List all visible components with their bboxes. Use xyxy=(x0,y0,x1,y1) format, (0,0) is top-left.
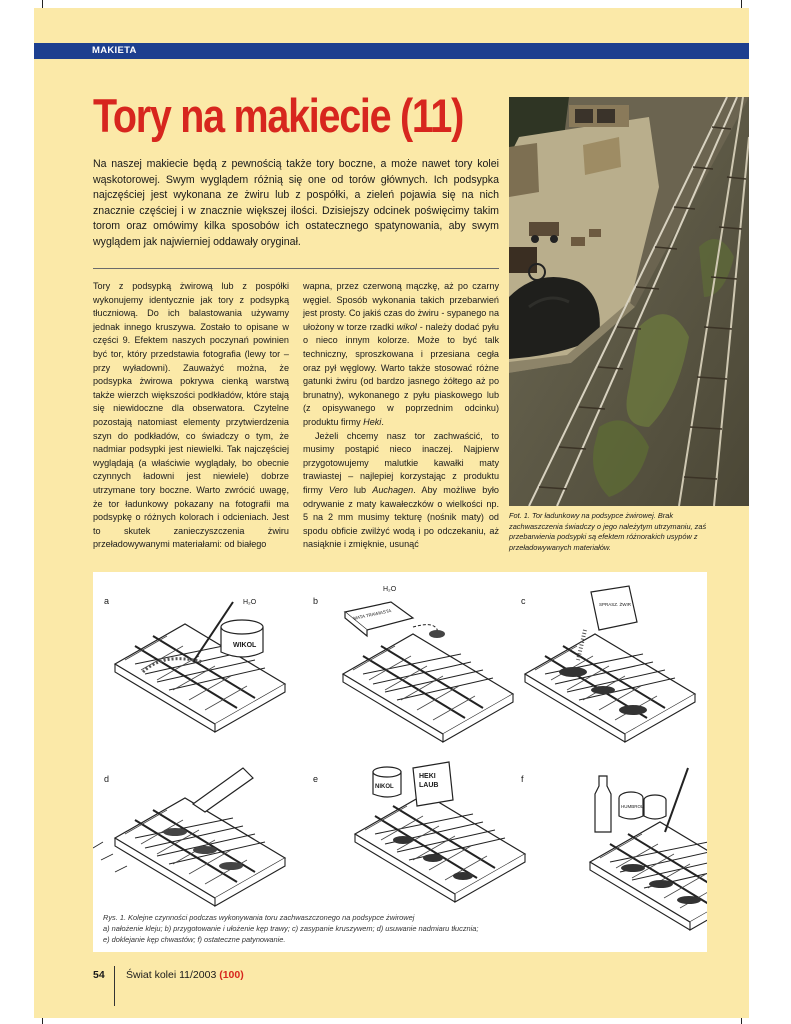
track-photo xyxy=(509,97,749,506)
product-name: Vero xyxy=(328,484,348,495)
wikol-jar-label: WIKOL xyxy=(233,642,257,649)
section-banner xyxy=(34,43,749,59)
magazine-info: Świat kolei 11/2003 (100) xyxy=(126,969,244,981)
body-column-1 xyxy=(93,280,289,552)
product-name: Heki xyxy=(363,416,382,427)
panel-label-b: b xyxy=(313,596,319,606)
humbrol-tin-label: HUMBROL xyxy=(621,804,644,809)
nikol-jar-label: NIKOL xyxy=(375,784,394,790)
panel-label-a: a xyxy=(104,596,110,606)
panel-label-f: f xyxy=(521,774,524,784)
body-column-2 xyxy=(303,280,499,552)
issue-number: (100) xyxy=(219,969,244,981)
panel-label-e: e xyxy=(313,774,319,784)
page-number: 54 xyxy=(93,969,105,981)
photo-caption: Fot. 1. Tor ładunkowy na podsypce żwirowej. Brak zachwaszczenia świadczy o jego należytym utrzymaniu, zaś przebarwienia podsypki są efektem różnorakich usypów z przeładowywanych materiałów. xyxy=(509,511,707,552)
water-label-b: H₂O xyxy=(383,586,397,593)
footer-divider xyxy=(114,966,115,1006)
panel-label-c: c xyxy=(521,596,526,606)
body-paragraph: Tory z podsypką żwirową lub z pospółki wykonujemy identycznie jak tory z podsypką tłuczniową. Do ich balastowania używamy jednak innego kruszywa. Zostało to opisane w części 9. Efektem naszych poczynań powinien być tor, który przedstawia fotografia (lewy tor – przy wyładowni). Zauważyć można, że podsypka żwirowa pokrywa cienką warstwą także wierzch większości podkładów, które stają się niewidoczne dla obserwatora. Czytelne pozostają natomiast elementy przytwierdzenia szyn do podkładów, co świadczy o tym, że nadmiar podsypki jest niewielki. Tak najczęściej wyglądają (a właściwie wyglądały, bo obecnie czynnych ładowni jest niewiele) dobrze utrzymane tory boczne. Warto zwrócić uwagę, że tor ładunkowy pokazany na fotografii ma podsypkę o różnych kolorach i odcieniach. Jest to skutek zanieczyszczenia żwiru przeładowywanymi materiałami: od białego xyxy=(93,281,289,550)
article-lead: Na naszej makiecie będą z pewnością także tory boczne, a może nawet tory kolei wąskotorowej. Swym wyglądem różnią się one od torów głównych. Ich podsypka najczęściej jest wykonana ze żwiru lub z pospółki, a zieleń pojawia się na nich znacznie częściej i w znacznie większej ilości. Dzisiejszy odcinek poświęcimy takim torom oraz omówimy kilka sposobów ich ostatecznego spatynowania, aby swym wyglądem jak najwierniej oddawały oryginał. xyxy=(93,158,499,248)
panel-label-d: d xyxy=(104,774,110,784)
figure-box xyxy=(93,572,707,952)
body-paragraph: wapna, przez czerwoną mączkę, aż po czarny węgiel. Sposób wykonania takich przebarwień jest prosty. Co jakiś czas do żwiru - sypanego na ułożony w torze rzadki wikol - należy dodać pyłu o nieco innym kolorze. Może to być talk techniczny, sproszkowana i przesiana cegła oraz pył węglowy. Warto także stosować różne gatunki żwiru (od bardzo jasnego żółtego aż po brunatny), wykonanego z pyłu piaskowego lub (z opisywanego w poprzednim odcinku) produktu firmy Heki. xyxy=(303,281,499,427)
figure-caption: Rys. 1. Kolejne czynności podczas wykonywania toru zachwaszczonego na podsypce żwirowej a) nałożenie kleju; b) przygotowanie i ułożenie kęp trawy; c) zasypanie kruszywem; d) usuwanie nadmiaru tłucznia; e) doklejanie kęp chwastów; f) ostateczne patynowanie. xyxy=(103,913,479,944)
product-name: wikol xyxy=(396,321,417,332)
product-name: Auchagen xyxy=(372,484,414,495)
water-label-a: H₂O xyxy=(243,599,257,606)
article-title: Tory na makiecie (11) xyxy=(93,89,464,142)
lead-divider xyxy=(93,268,499,269)
body-paragraph: Jeżeli chcemy nasz tor zachwaścić, to musimy postąpić nieco inaczej. Najpierw przygotowujemy malutkie kawałki maty trawiastej – najlepiej korzystając z produktu firmy Vero lub Auchagen. Aby możliwe było odrywanie z maty kawałeczków o wielkości np. 5 na 2 mm musimy tekturę (nośnik maty) od spodu obficie zwilżyć wodą i po odczekaniu, aż nasiąknie i zmięknie, usunąć xyxy=(303,430,499,550)
bag-label: SPRASZ. ŻWIR xyxy=(599,602,632,607)
section-label: MAKIETA xyxy=(92,45,137,56)
heki-box-label: HEKI LAUB xyxy=(419,773,439,789)
grass-mat-label: MATA TRAWIASTA xyxy=(352,608,392,621)
